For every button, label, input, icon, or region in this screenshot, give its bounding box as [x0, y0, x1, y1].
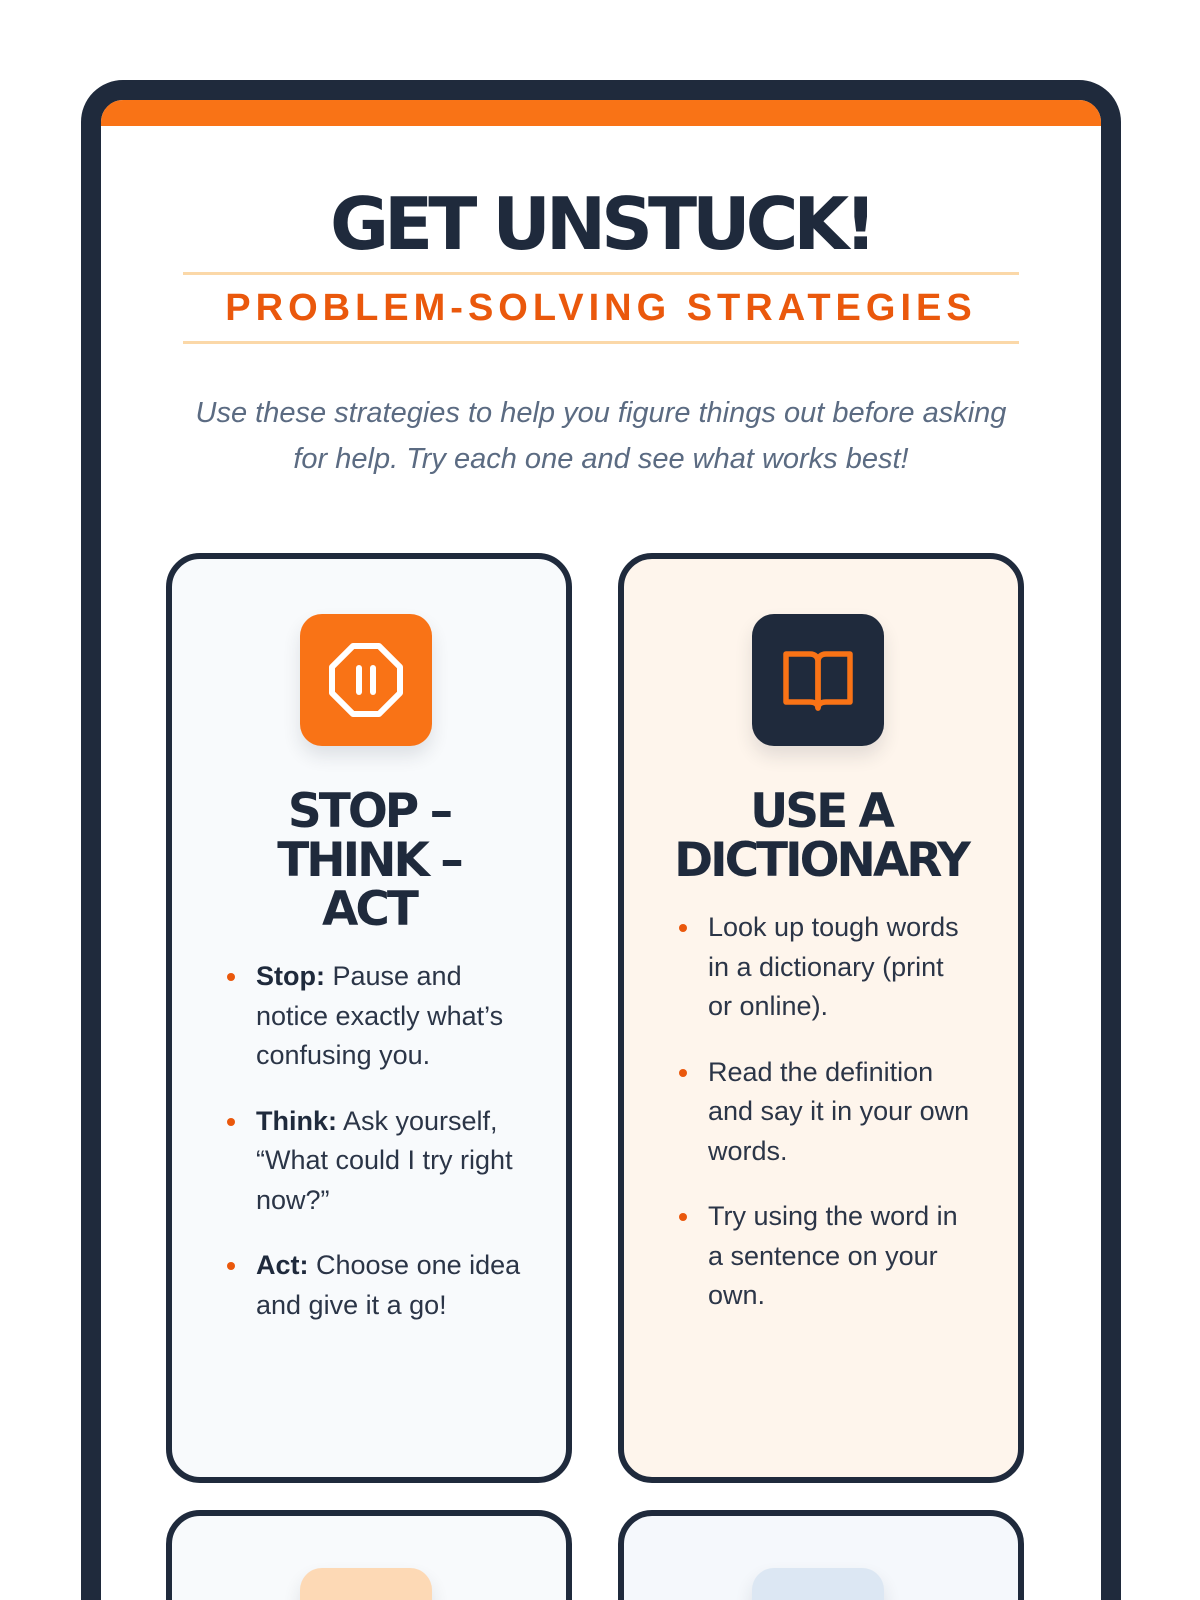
strategy-card-partial-right [618, 1510, 1024, 1600]
subtitle-band [183, 272, 1019, 344]
list-item [256, 957, 522, 1076]
strategy-icon [300, 1568, 432, 1600]
point-lead: Act: [256, 1250, 309, 1280]
page-subtitle: PROBLEM-SOLVING STRATEGIES [225, 286, 977, 329]
point-text: Try using the word in a sentence on your own. [708, 1201, 958, 1310]
list-item [708, 908, 974, 1027]
accent-top-bar [101, 100, 1101, 126]
point-lead: Stop: [256, 961, 325, 991]
point-lead: Think: [256, 1105, 337, 1136]
point-text: Pause and notice exactly what’s confusing you. [256, 961, 504, 1070]
list-item [708, 1197, 974, 1316]
page-title: GET UNSTUCK! [329, 182, 873, 266]
strategy-icon [752, 1568, 884, 1600]
point-text: Choose one idea and give it a go! [256, 1250, 521, 1320]
card-title-text: USE A DICTIONARY [674, 784, 968, 888]
list-item [256, 1102, 522, 1221]
open-book-icon [752, 614, 884, 746]
card-title [624, 784, 1018, 888]
strategy-card-stop-think-act [166, 553, 572, 1483]
strategy-card-partial-left [166, 1510, 572, 1600]
card-points-list [624, 908, 1018, 1342]
point-text: Read the definition and say it in your own words. [708, 1056, 970, 1166]
point-text: Look up tough words in a dictionary (print or online). [708, 912, 959, 1021]
point-text: Ask yourself, “What could I try right now?” [256, 1105, 513, 1215]
card-points-list [172, 957, 566, 1351]
list-item [708, 1053, 974, 1172]
poster-card [81, 80, 1121, 1600]
list-item [256, 1246, 522, 1325]
stop-sign-pause-icon [300, 614, 432, 746]
strategy-card-dictionary [618, 553, 1024, 1483]
card-title-text: STOP – THINK – ACT [277, 784, 461, 937]
card-title [172, 784, 566, 937]
intro-text: Use these strategies to help you figure things out before asking for help. Try each one and see what works best! [195, 397, 1007, 475]
